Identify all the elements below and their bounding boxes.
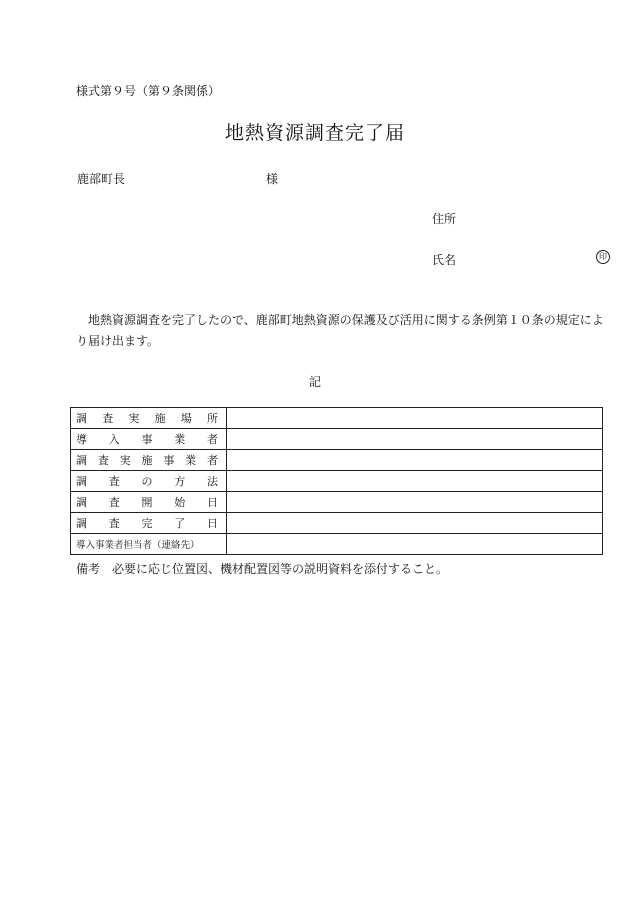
address-label: 住所 [432,212,457,226]
row-label [71,492,227,513]
report-table [70,407,603,555]
row-label-text: 調 査 完 了 日 [76,517,218,530]
row-label-text: 導 入 事 業 者 [76,433,218,446]
table-row [71,429,603,450]
addressee: 鹿部町長 [77,172,126,186]
row-label-text: 調 査 開 始 日 [76,496,218,509]
row-label-text: 調 査 の 方 法 [76,475,218,488]
row-value-field[interactable] [227,408,603,429]
table-row [71,492,603,513]
row-value-field[interactable] [227,492,603,513]
row-label [71,513,227,534]
row-label [71,471,227,492]
row-label [71,450,227,471]
table-row [71,534,603,555]
honorific: 様 [266,172,279,186]
row-value-field[interactable] [227,534,603,555]
name-label: 氏名 [432,253,457,267]
table-row [71,513,603,534]
document-title: 地熱資源調査完了届 [224,122,405,144]
row-label [71,534,227,555]
body-text: 地熱資源調査を完了したので、鹿部町地熱資源の保護及び活用に関する条例第１０条の規定により届け出ます。 [76,313,604,348]
form-number: 様式第９号（第９条関係） [76,84,221,98]
remarks-note: 備考 必要に応じ位置図、機材配置図等の説明資料を添付すること。 [76,562,449,576]
row-value-field[interactable] [227,450,603,471]
table-row [71,408,603,429]
ki-heading: 記 [308,375,321,389]
table-row [71,471,603,492]
row-value-field[interactable] [227,471,603,492]
row-label-text: 導入事業者担当者（連絡先） [76,540,200,551]
seal-mark: 印 [596,250,610,264]
row-value-field[interactable] [227,429,603,450]
row-label-text: 調 査 実 施 事 業 者 [76,454,218,467]
row-label [71,429,227,450]
row-label-text: 調 査 実 施 場 所 [76,412,218,425]
row-label [71,408,227,429]
table-row [71,450,603,471]
row-value-field[interactable] [227,513,603,534]
